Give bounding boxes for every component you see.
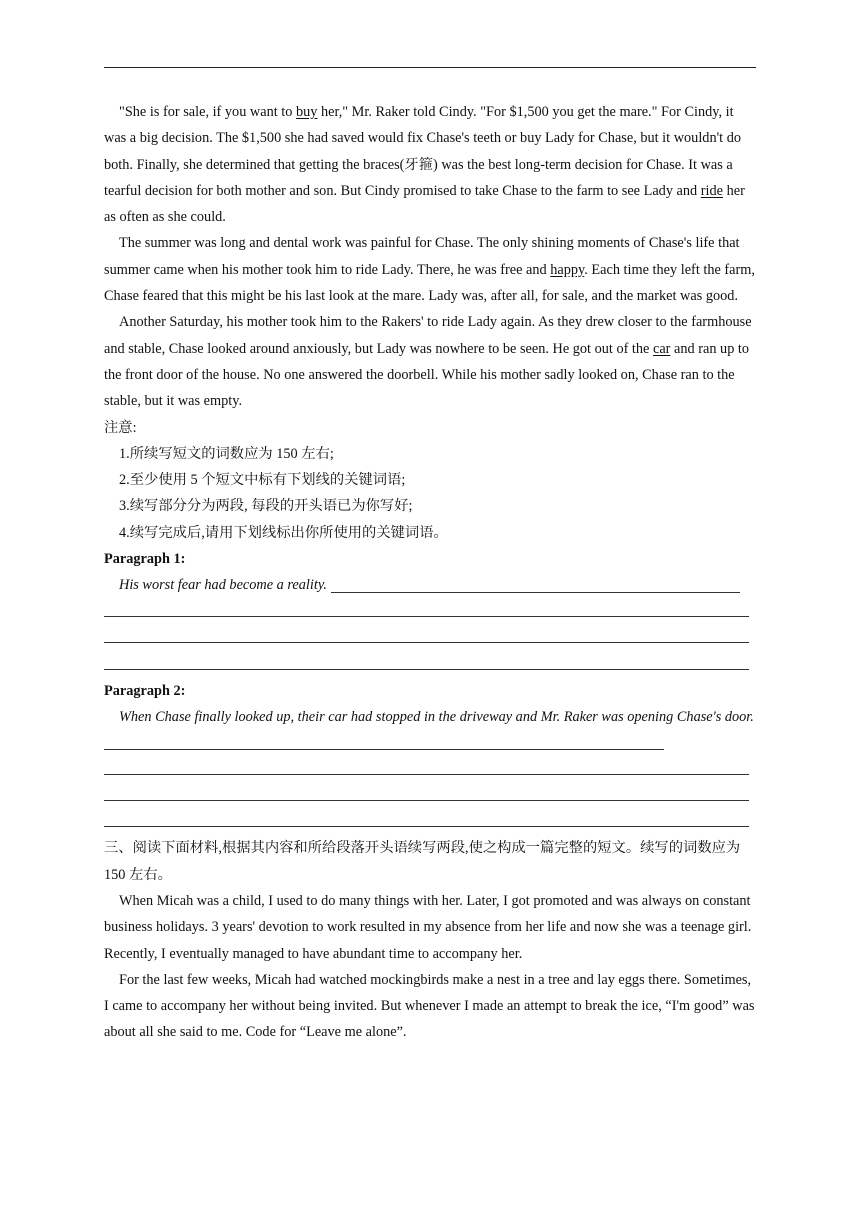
note-item-3: 3.续写部分分为两段, 每段的开头语已为你写好; — [119, 498, 413, 515]
section-3-paragraph-2: For the last few weeks, Micah had watched mockingbirds make a nest in a tree and lay eggs there. Sometimes, I came to accompany her without being invited. But whenever I made an attempt to break the ice, “I'm good” was about all she said to me. Code for “Leave me alone”. — [104, 971, 755, 1041]
section-3-instruction: 三、阅读下面材料,根据其内容和所给段落开头语续写两段,使之构成一篇完整的短文。续写的词数应为 150 左右。 — [104, 840, 741, 883]
text-run: . Each time they left the farm, Chase feared that this might be his last look at the mare. Lady was, after all, for sale, and the market was good. — [104, 261, 755, 305]
answer-line[interactable] — [104, 599, 756, 625]
keyword-happy: happy — [550, 261, 585, 278]
paragraph-1-starter: His worst fear had become a reality. — [119, 577, 327, 594]
notes-title: 注意: — [104, 419, 137, 436]
paragraph-1-heading: Paragraph 1: — [104, 551, 186, 568]
note-item-1: 1.所续写短文的词数应为 150 左右; — [119, 445, 334, 462]
paragraph-2-starter-line — [104, 704, 756, 757]
text-run: her," Mr. Raker told Cindy. "For $1,500 you get the mare." For Cindy, it was a big decision. The $1,500 she had saved would fix Chase's teeth or buy Lady for Chase, but it wouldn't do both. Finally, she determined that getting the braces(牙箍) was the best long-term decision for Chase. It was a tearful decision for both mother and son. But Cindy promised to take Chase to the farm to see Lady and — [104, 104, 742, 199]
paragraph-1-starter-line — [104, 572, 756, 598]
keyword-buy: buy — [295, 104, 318, 120]
text-run: and ran up to the front door of the house. No one answered the doorbell. While his mother sadly looked on, Chase ran to the stable, but it was empty. — [104, 340, 750, 410]
story-paragraph-3 — [104, 309, 756, 414]
answer-line[interactable] — [104, 651, 756, 677]
paragraph-2-heading: Paragraph 2: — [104, 682, 186, 699]
answer-line[interactable] — [104, 783, 756, 809]
keyword-car: car — [652, 340, 671, 357]
answer-line[interactable] — [104, 756, 756, 782]
paragraph-2-starter: When Chase finally looked up, their car had stopped in the driveway and Mr. Raker was opening Chase's door. — [119, 708, 754, 725]
text-run: The summer was long and dental work was painful for Chase. The only shining moments of Chase's life that summer came when his mother took him to ride Lady. There, he was free and — [104, 235, 740, 278]
text-run: Another Saturday, his mother took him to the Rakers' to ride Lady again. As they drew closer to the farmhouse and stable, Chase looked around anxiously, but Lady was nowhere to be seen. He got out of the — [104, 314, 752, 357]
story-paragraph-1 — [104, 99, 756, 230]
story-paragraph-2 — [104, 230, 756, 309]
answer-line[interactable] — [331, 576, 740, 593]
header-rule — [104, 67, 756, 68]
section-3-paragraph-1: When Micah was a child, I used to do many things with her. Later, I got promoted and was always on constant business holidays. 3 years' devotion to work resulted in my absence from her life and now she was a teenage girl. Recently, I eventually managed to have abundant time to accompany her. — [104, 892, 752, 962]
document-body — [104, 99, 756, 1046]
text-run: "She is for sale, if you want to — [119, 104, 296, 120]
answer-line[interactable] — [104, 733, 664, 750]
answer-line[interactable] — [104, 809, 756, 835]
keyword-ride: ride — [700, 182, 723, 199]
note-item-2: 2.至少使用 5 个短文中标有下划线的关键词语; — [119, 472, 406, 489]
answer-line[interactable] — [104, 625, 756, 651]
note-item-4: 4.续写完成后,请用下划线标出你所使用的关键词语。 — [119, 524, 448, 541]
text-run: her as often as she could. — [104, 182, 745, 226]
